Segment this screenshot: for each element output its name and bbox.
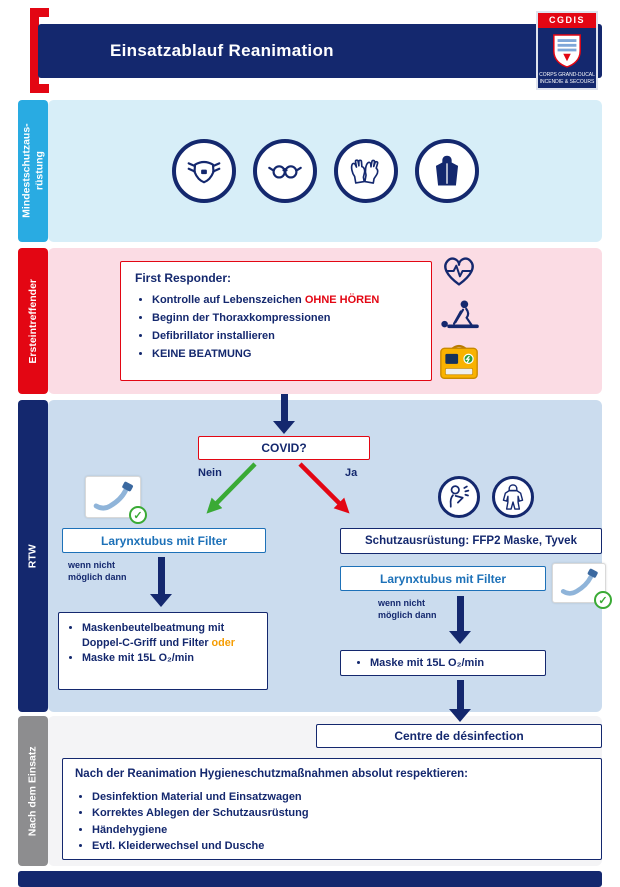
sidebar-after-label: Nach dem Einsatz (26, 746, 39, 836)
protective-gown-icon (415, 139, 479, 203)
first-responder-box (120, 261, 432, 381)
sidebar-rtw-label: RTW (26, 544, 39, 568)
sidebar-first-responder-label: Ersteintreffender (26, 278, 39, 364)
mask-15l-bullet: • Maske mit 15L O₂/min (370, 657, 484, 669)
flow-arrow-down (449, 680, 471, 722)
section-ppe (48, 100, 602, 242)
protective-gloves-icon (334, 139, 398, 203)
footer-bar (18, 871, 602, 887)
mask-15l-box (340, 650, 546, 676)
first-responder-bullet-3: • Defibrillator installieren (152, 328, 379, 345)
fallback-note-no: wenn nicht möglich dann (68, 560, 127, 582)
sidebar-ppe-label-line2: rüstung (33, 151, 46, 191)
disinfection-center-box: Centre de désinfection (316, 724, 602, 748)
check-icon: ✓ (129, 506, 147, 524)
page-title: Einsatzablauf Reanimation (110, 41, 334, 60)
cgdis-logo-text: CGDIS (538, 13, 596, 28)
tyvek-suit-icon (492, 476, 534, 518)
mask-bag-ventilation-box (58, 612, 268, 690)
laryngeal-tube-icon (552, 563, 608, 607)
aed-defibrillator-icon (438, 342, 480, 387)
cough-etiquette-icon (438, 476, 480, 518)
sidebar-ppe (18, 100, 48, 242)
section-first-responder (48, 248, 602, 394)
sidebar-first-responder (18, 248, 48, 394)
first-responder-bullet-1-text: Kontrolle auf Lebenszeichen (152, 294, 305, 306)
sidebar-ppe-label (20, 124, 45, 219)
mask-bag-bullet-1 (82, 621, 261, 650)
hygiene-bullet-3: • Händehygiene (92, 823, 309, 838)
first-responder-bullet-1-highlight: OHNE HÖREN (304, 294, 380, 306)
cpr-compressions-icon (438, 298, 480, 339)
ffp2-tyvek-box: Schutzausrüstung: FFP2 Maske, Tyvek (340, 528, 602, 554)
green-no-arrow (188, 458, 278, 522)
hygiene-bullet-2: • Korrektes Ablegen der Schutzausrüstung (92, 806, 309, 821)
cgdis-logo-subtext-line2: INCENDIE & SECOURS (539, 78, 595, 85)
flow-arrow-down (273, 394, 295, 434)
first-responder-bullet-1 (152, 292, 379, 309)
larynx-tube-box-yes: Larynxtubus mit Filter (340, 566, 546, 591)
cgdis-logo (536, 11, 598, 90)
hygiene-bullet-1: • Desinfektion Material und Einsatzwagen (92, 790, 309, 805)
hygiene-title: Nach der Reanimation Hygieneschutzmaßnahmen absolut respektieren: (75, 768, 469, 780)
mask-bag-bullet-1-or: oder (211, 636, 235, 649)
sidebar-after (18, 716, 48, 866)
larynx-tube-box-no: Larynxtubus mit Filter (62, 528, 266, 553)
sidebar-ppe-label-line1: Mindestschutzaus- (20, 123, 33, 219)
section-after (48, 716, 602, 866)
first-responder-bullet-4: • KEINE BEATMUNG (152, 346, 379, 363)
cgdis-logo-subtext-line1: CORPS GRAND-DUCAL (539, 72, 595, 78)
flow-arrow-down (150, 557, 172, 607)
header-bar (38, 24, 602, 78)
hygiene-bullet-4: • Evtl. Kleiderwechsel und Dusche (92, 839, 309, 854)
section-rtw (48, 400, 608, 712)
safety-goggles-icon (253, 139, 317, 203)
mask-bag-bullet-2: • Maske mit 15L O₂/min (82, 651, 261, 666)
sidebar-rtw (18, 400, 48, 712)
laryngeal-tube-icon (85, 476, 143, 522)
first-responder-bullet-2: • Beginn der Thoraxkompressionen (152, 310, 379, 327)
face-mask-icon (172, 139, 236, 203)
red-yes-arrow (288, 458, 368, 522)
branch-no-label: Nein (198, 467, 222, 479)
first-responder-title: First Responder: (135, 271, 232, 285)
cgdis-crest-icon (551, 28, 583, 72)
mask-bag-bullet-1-text: Maskenbeutelbeatmung mit Doppel-C-Griff und Filter (82, 622, 225, 649)
ppe-icons-row (48, 100, 602, 242)
check-icon: ✓ (594, 591, 612, 609)
flow-arrow-down (449, 596, 471, 644)
fallback-note-yes: wenn nicht möglich dann (378, 598, 437, 620)
heart-pulse-icon (440, 254, 478, 293)
covid-decision-box: COVID? (198, 436, 370, 460)
hygiene-measures-box (62, 758, 602, 860)
branch-yes-label: Ja (345, 467, 358, 479)
cgdis-logo-subtext (539, 72, 595, 88)
